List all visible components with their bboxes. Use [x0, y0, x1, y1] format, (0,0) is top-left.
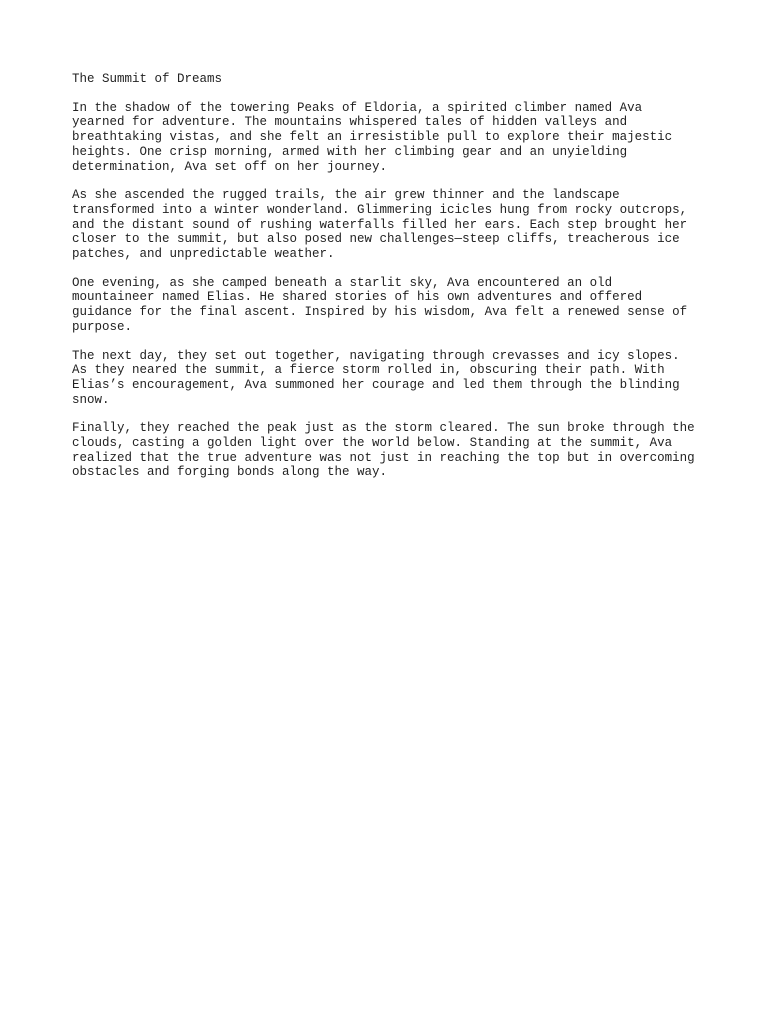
paragraph-5: [72, 421, 708, 480]
paragraph-line: determination, Ava set off on her journey.: [72, 159, 388, 174]
paragraph-line: Elias’s encouragement, Ava summoned her courage and led them through the blinding: [72, 377, 680, 392]
paragraph-line: yearned for adventure. The mountains whispered tales of hidden valleys and: [72, 115, 628, 130]
paragraph-line: transformed into a winter wonderland. Glimmering icicles hung from rocky outcrops,: [72, 202, 688, 217]
paragraph-line: The next day, they set out together, navigating through crevasses and icy slopes.: [72, 348, 680, 363]
document-title: The Summit of Dreams: [72, 72, 223, 86]
paragraph-line: mountaineer named Elias. He shared stories of his own adventures and offered: [72, 290, 643, 305]
paragraph-4: [72, 349, 708, 408]
paragraph-line: and the distant sound of rushing waterfalls filled her ears. Each step brought her: [72, 217, 688, 232]
paragraph-line: As she ascended the rugged trails, the air grew thinner and the landscape: [72, 188, 620, 203]
paragraph-line: heights. One crisp morning, armed with her climbing gear and an unyielding: [72, 144, 628, 159]
paragraph-line: snow.: [72, 392, 110, 407]
paragraph-line: breathtaking vistas, and she felt an irresistible pull to explore their majestic: [72, 130, 673, 145]
paragraph-line: closer to the summit, but also posed new challenges—steep cliffs, treacherous ice: [72, 232, 680, 247]
paragraph-line: purpose.: [72, 319, 133, 334]
paragraph-line: clouds, casting a golden light over the world below. Standing at the summit, Ava: [72, 436, 673, 451]
paragraph-line: obstacles and forging bonds along the way.: [72, 465, 388, 480]
paragraph-line: One evening, as she camped beneath a starlit sky, Ava encountered an old: [72, 275, 613, 290]
paragraph-3: [72, 276, 708, 335]
paragraph-line: Finally, they reached the peak just as the storm cleared. The sun broke through the: [72, 421, 695, 436]
paragraph-line: patches, and unpredictable weather.: [72, 247, 335, 262]
paragraph-line: In the shadow of the towering Peaks of Eldoria, a spirited climber named Ava: [72, 100, 643, 115]
paragraph-line: guidance for the final ascent. Inspired by his wisdom, Ava felt a renewed sense of: [72, 305, 688, 320]
paragraph-line: As they neared the summit, a fierce storm rolled in, obscuring their path. With: [72, 363, 665, 378]
paragraph-2: [72, 188, 708, 262]
paragraph-line: realized that the true adventure was not just in reaching the top but in overcoming: [72, 450, 695, 465]
paragraph-1: [72, 101, 708, 175]
